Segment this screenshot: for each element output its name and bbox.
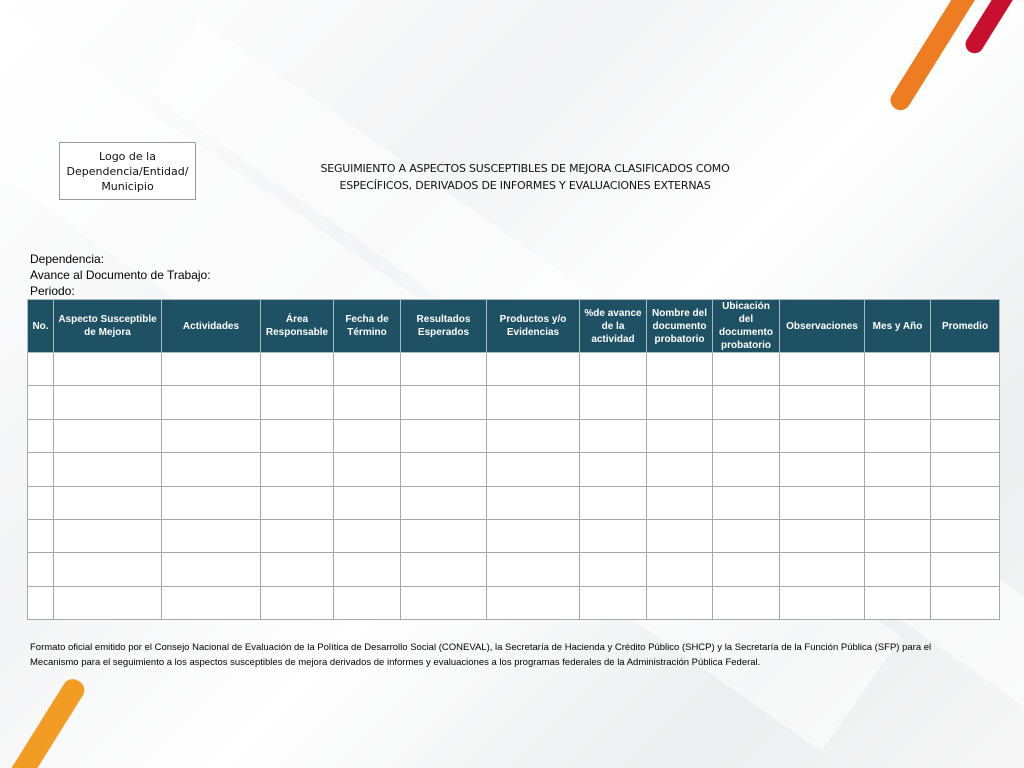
table-cell[interactable] [487,519,580,552]
table-cell[interactable] [487,419,580,452]
table-cell[interactable] [401,353,487,386]
table-cell[interactable] [54,486,162,519]
table-cell[interactable] [487,386,580,419]
table-row [28,486,1000,519]
table-cell[interactable] [487,586,580,619]
table-cell[interactable] [28,586,54,619]
table-cell[interactable] [487,453,580,486]
table-cell[interactable] [865,519,931,552]
table-cell[interactable] [401,553,487,586]
table-cell[interactable] [647,586,713,619]
logo-line: Logo de la [99,149,156,163]
table-cell[interactable] [713,419,780,452]
table-body [28,353,1000,620]
document-title [300,160,750,194]
table-cell[interactable] [713,553,780,586]
table-cell[interactable] [162,353,261,386]
table-cell[interactable] [647,453,713,486]
table-cell[interactable] [28,486,54,519]
col-header-area: Área Responsable [261,300,334,353]
table-cell[interactable] [865,353,931,386]
table-cell[interactable] [261,553,334,586]
table-cell[interactable] [780,453,865,486]
table-cell[interactable] [931,419,1000,452]
col-header-nombre-doc: Nombre del documento probatorio [647,300,713,353]
table-cell[interactable] [487,553,580,586]
table-cell[interactable] [261,386,334,419]
table-cell[interactable] [713,386,780,419]
table-cell[interactable] [580,519,647,552]
table-cell[interactable] [780,553,865,586]
table-cell[interactable] [647,419,713,452]
col-header-productos: Productos y/o Evidencias [487,300,580,353]
logo-line: Municipio [101,179,154,193]
table-cell[interactable] [931,486,1000,519]
table-cell[interactable] [931,586,1000,619]
table-cell[interactable] [162,419,261,452]
table-cell[interactable] [334,519,401,552]
decorative-orange-stripe [887,0,983,114]
dependencia-label: Dependencia: [30,252,105,266]
table-row [28,519,1000,552]
table-cell[interactable] [647,486,713,519]
logo-line: Dependencia/Entidad/ [66,164,189,178]
footer-line-1: Formato oficial emitido por el Consejo Nacional de Evaluación de la Política de Desarrollo Social (CONEVAL), la Secretaría de Hacienda y Crédito Público (SHCP) y la Secretaría de la Función Pública (SFP) para el [30,642,932,653]
table-cell[interactable] [334,419,401,452]
table-cell[interactable] [580,586,647,619]
table-cell[interactable] [162,586,261,619]
table-cell[interactable] [401,486,487,519]
table-cell[interactable] [580,386,647,419]
table-cell[interactable] [580,486,647,519]
table-cell[interactable] [713,353,780,386]
table-cell[interactable] [487,486,580,519]
title-line-2: ESPECÍFICOS, DERIVADOS DE INFORMES Y EVALUACIONES EXTERNAS [339,179,711,192]
periodo-label: Periodo: [30,284,75,298]
table-cell[interactable] [931,353,1000,386]
col-header-fecha: Fecha de Término [334,300,401,353]
table-cell[interactable] [162,519,261,552]
col-header-promedio: Promedio [931,300,1000,353]
table-cell[interactable] [931,519,1000,552]
table-cell[interactable] [780,586,865,619]
table-row [28,419,1000,452]
table-cell[interactable] [713,486,780,519]
table-cell[interactable] [261,519,334,552]
table-cell[interactable] [54,586,162,619]
table-row [28,353,1000,386]
col-header-mes-anio: Mes y Año [865,300,931,353]
table-cell[interactable] [931,453,1000,486]
table-cell[interactable] [401,586,487,619]
table-cell[interactable] [54,553,162,586]
table-cell[interactable] [401,419,487,452]
table-cell[interactable] [401,386,487,419]
footer-note [30,640,998,670]
table-cell[interactable] [334,553,401,586]
table-cell[interactable] [780,519,865,552]
decorative-orange-stripe-bottom [6,675,88,768]
footer-line-2: Mecanismo para el seguimiento a los aspectos susceptibles de mejora derivados de informes y evaluaciones a los programas federales de la Administración Pública Federal. [30,657,761,668]
table-cell[interactable] [780,386,865,419]
table-cell[interactable] [713,586,780,619]
table-cell[interactable] [647,553,713,586]
table-cell[interactable] [28,553,54,586]
table-cell[interactable] [780,486,865,519]
table-cell[interactable] [28,386,54,419]
table-cell[interactable] [28,519,54,552]
table-cell[interactable] [401,519,487,552]
table-cell[interactable] [162,453,261,486]
col-header-resultados: Resultados Esperados [401,300,487,353]
table-cell[interactable] [261,453,334,486]
table-cell[interactable] [334,353,401,386]
table-cell[interactable] [647,386,713,419]
decorative-red-stripe [962,0,1020,57]
table-cell[interactable] [162,486,261,519]
avance-label: Avance al Documento de Trabajo: [30,268,211,282]
table-cell[interactable] [334,586,401,619]
table-cell[interactable] [580,553,647,586]
table-row [28,386,1000,419]
table-cell[interactable] [780,419,865,452]
table-row [28,586,1000,619]
table-cell[interactable] [865,553,931,586]
table-cell[interactable] [865,453,931,486]
table-cell[interactable] [334,453,401,486]
logo-placeholder [59,142,196,200]
table-cell[interactable] [54,419,162,452]
table-row [28,553,1000,586]
table-cell[interactable] [54,453,162,486]
table-row [28,453,1000,486]
table-cell[interactable] [865,419,931,452]
table-cell[interactable] [334,386,401,419]
table-cell[interactable] [261,353,334,386]
table-cell[interactable] [54,353,162,386]
table-cell[interactable] [28,453,54,486]
table-cell[interactable] [865,486,931,519]
table-cell[interactable] [647,519,713,552]
table-cell[interactable] [54,386,162,419]
table-cell[interactable] [580,353,647,386]
table-cell[interactable] [261,586,334,619]
table-cell[interactable] [580,419,647,452]
table-cell[interactable] [334,486,401,519]
col-header-observaciones: Observaciones [780,300,865,353]
col-header-ubicacion: Ubicación del documento probatorio [713,300,780,353]
table-cell[interactable] [28,419,54,452]
col-header-no: No. [28,300,54,353]
table-cell[interactable] [865,386,931,419]
table-cell[interactable] [931,386,1000,419]
table-cell[interactable] [487,353,580,386]
table-header-row [28,300,1000,353]
col-header-actividades: Actividades [162,300,261,353]
table-cell[interactable] [162,386,261,419]
table-cell[interactable] [54,519,162,552]
tracking-table [27,299,1000,620]
table-cell[interactable] [401,453,487,486]
table-cell[interactable] [931,553,1000,586]
table-cell[interactable] [780,353,865,386]
table-cell[interactable] [261,486,334,519]
table-cell[interactable] [713,453,780,486]
table-cell[interactable] [865,586,931,619]
table-cell[interactable] [647,353,713,386]
title-line-1: SEGUIMIENTO A ASPECTOS SUSCEPTIBLES DE MEJORA CLASIFICADOS COMO [320,162,730,175]
table-cell[interactable] [261,419,334,452]
col-header-avance: %de avance de la actividad [580,300,647,353]
table-cell[interactable] [28,353,54,386]
table-cell[interactable] [162,553,261,586]
col-header-aspecto: Aspecto Susceptible de Mejora [54,300,162,353]
table-cell[interactable] [580,453,647,486]
table-cell[interactable] [713,519,780,552]
